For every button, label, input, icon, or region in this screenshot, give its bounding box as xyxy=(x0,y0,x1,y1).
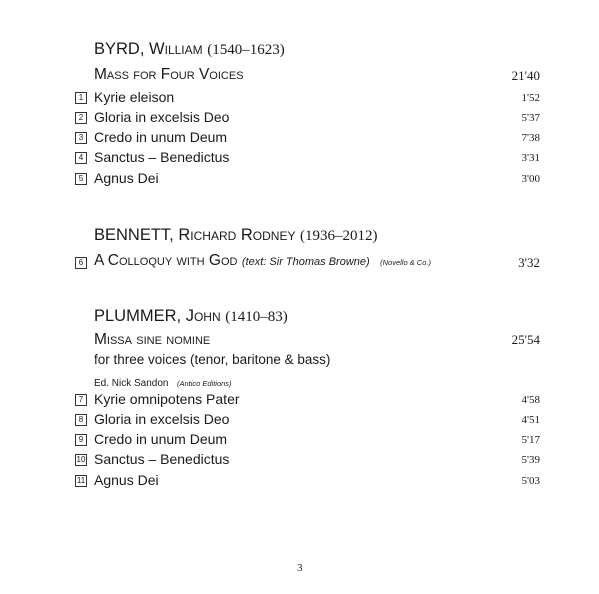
composer-dates: (1410–83) xyxy=(225,309,288,325)
track-number: 9 xyxy=(75,434,87,446)
editor-credit: Ed. Nick Sandon xyxy=(94,378,169,389)
composer-heading-plummer xyxy=(94,307,288,326)
work-duration: 25'54 xyxy=(511,332,540,347)
publisher-credit: (Novello & Co.) xyxy=(380,258,431,267)
track-duration: 4'58 xyxy=(521,394,540,406)
track-number: 10 xyxy=(76,455,86,464)
composer-surname: BYRD, xyxy=(94,40,145,58)
track-duration: 5'37 xyxy=(521,112,540,124)
track-number: 7 xyxy=(75,394,87,406)
page-number: 3 xyxy=(297,562,303,574)
composer-given-name: William xyxy=(149,40,203,58)
track-number: 3 xyxy=(75,132,87,144)
track-number: 2 xyxy=(75,112,87,124)
track-duration: 5'39 xyxy=(521,454,540,466)
track-title: Gloria in excelsis Deo xyxy=(94,109,230,125)
composer-heading-byrd xyxy=(94,40,285,59)
editor-publisher: (Antico Editions) xyxy=(176,379,232,388)
track-number: 1 xyxy=(75,92,87,104)
track-title: Gloria in excelsis Deo xyxy=(94,411,230,427)
text-credit: (text: Sir Thomas Browne) xyxy=(241,256,370,268)
composer-given-name: John xyxy=(185,307,221,325)
track-title: Sanctus – Benedictus xyxy=(94,451,230,467)
track-duration: 3'32 xyxy=(518,255,540,270)
track-duration: 4'51 xyxy=(521,414,540,426)
track-title: Agnus Dei xyxy=(94,472,159,488)
track-duration: 5'03 xyxy=(521,475,540,487)
track-duration: 1'52 xyxy=(521,92,540,104)
composer-surname: BENNETT, xyxy=(94,226,174,244)
track-title: Credo in unum Deum xyxy=(94,431,228,447)
track-title: Sanctus – Benedictus xyxy=(94,149,230,165)
composer-dates: (1936–2012) xyxy=(300,228,378,244)
track-number: 5 xyxy=(75,173,87,185)
work-title: Missa sine nomine xyxy=(94,331,211,348)
composer-heading-bennett xyxy=(94,226,378,245)
work-title: Mass for Four Voices xyxy=(94,66,244,83)
track-duration: 5'17 xyxy=(521,434,540,446)
scoring-note: for three voices (tenor, baritone & bass) xyxy=(94,352,331,367)
track-title: Agnus Dei xyxy=(94,170,159,186)
track-title: Kyrie eleison xyxy=(94,89,175,105)
track-duration: 3'31 xyxy=(521,152,540,164)
track-title: Kyrie omnipotens Pater xyxy=(94,391,240,407)
composer-dates: (1540–1623) xyxy=(207,42,285,58)
track-number: 6 xyxy=(75,257,87,269)
track-number: 11 xyxy=(76,476,86,485)
editor-line xyxy=(94,373,232,391)
track-line xyxy=(94,252,431,270)
track-number: 8 xyxy=(75,414,87,426)
track-number: 4 xyxy=(75,152,87,164)
track-title: A Colloquy with God xyxy=(94,252,238,269)
composer-given-name: Richard Rodney xyxy=(178,226,296,244)
composer-surname: PLUMMER, xyxy=(94,307,182,325)
track-duration: 3'00 xyxy=(521,173,540,185)
track-duration: 7'38 xyxy=(521,132,540,144)
track-title: Credo in unum Deum xyxy=(94,129,228,145)
work-duration: 21'40 xyxy=(511,68,540,83)
